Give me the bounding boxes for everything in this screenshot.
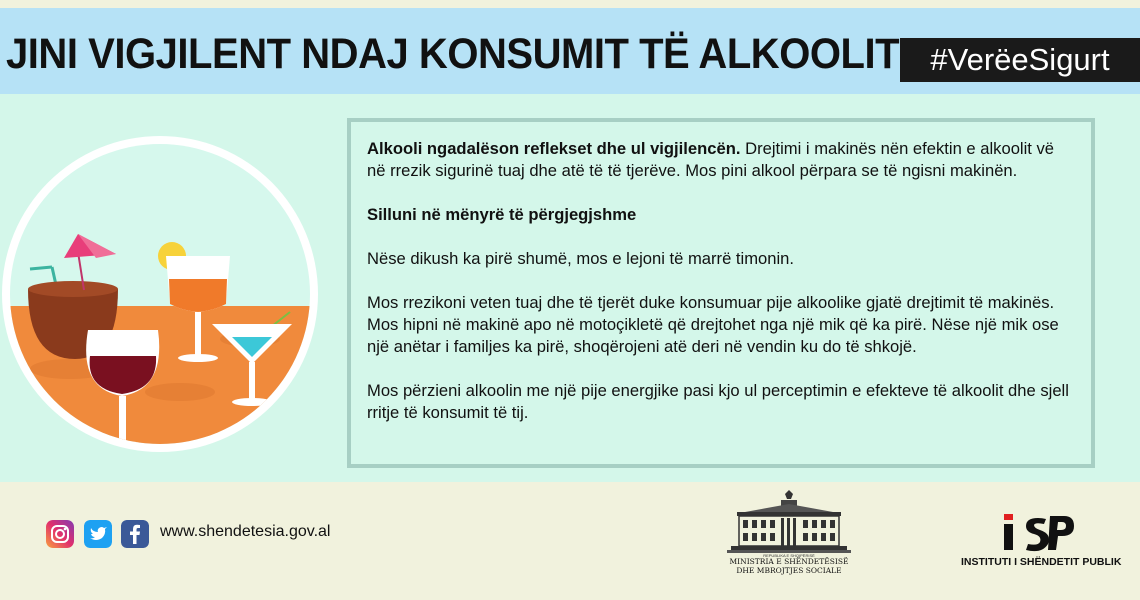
footer: [0, 482, 1140, 600]
website-link[interactable]: www.shendetesia.gov.al: [160, 523, 331, 540]
page-title: JINI VIGJILENT NDAJ KONSUMIT TË ALKOOLIT: [6, 30, 900, 78]
subheading: [367, 204, 1075, 226]
ministry-building-icon: [725, 490, 853, 558]
ministry-line-1: MINISTRIA E SHËNDETËSISË: [729, 557, 849, 566]
info-textbox: [347, 118, 1095, 468]
facebook-icon[interactable]: [121, 520, 149, 548]
drinks-illustration: [0, 134, 320, 454]
ministry-small-caption: REPUBLIKA E SHQIPËRISË: [763, 553, 815, 558]
ministry-line-2: DHE MBROJTJES SOCIALE: [736, 566, 842, 575]
institute-name: INSTITUTI I SHËNDETIT PUBLIK: [961, 556, 1122, 568]
paragraph-1-bold: Alkooli ngadalëson reflekset dhe ul vigjilencën.: [367, 139, 741, 158]
top-strip: [0, 0, 1140, 8]
paragraph-3: Mos rrezikoni veten tuaj dhe të tjerët duke konsumuar pije alkoolike gjatë drejtimit të makinës. Mos hipni në makinë apo në motoçikletë që drejtohet nga një mik që ka pirë. Nëse një mik ose një anëtar i familjes ka pirë, shoqërojeni atë deri në vendin ku do të shkojë.: [367, 293, 1059, 356]
paragraph-4: Mos përzieni alkoolin me një pije energjike pasi kjo ul perceptimin e efekteve të alkoolit dhe sjell rritje të konsumit të tij.: [367, 381, 1069, 422]
ministry-name: [715, 557, 863, 575]
paragraph-1: [367, 138, 1075, 182]
hashtag-badge: #VerëeSigurt: [900, 38, 1140, 82]
isp-logo-icon: [1004, 510, 1074, 554]
paragraph-1-text: Drejtimi i makinës nën efektin e alkoolit vë në rrezik sigurinë tuaj dhe atë të të tjerëve. Mos pini alkool përpara se të ngisni makinën.: [367, 139, 1055, 180]
subheading-text: Silluni në mënyrë të përgjegjshme: [367, 205, 637, 224]
twitter-icon[interactable]: [84, 520, 112, 548]
header-banner: [0, 8, 1140, 94]
paragraph-2: Nëse dikush ka pirë shumë, mos e lejoni të marrë timonin.: [367, 249, 795, 268]
instagram-icon[interactable]: [46, 520, 74, 548]
